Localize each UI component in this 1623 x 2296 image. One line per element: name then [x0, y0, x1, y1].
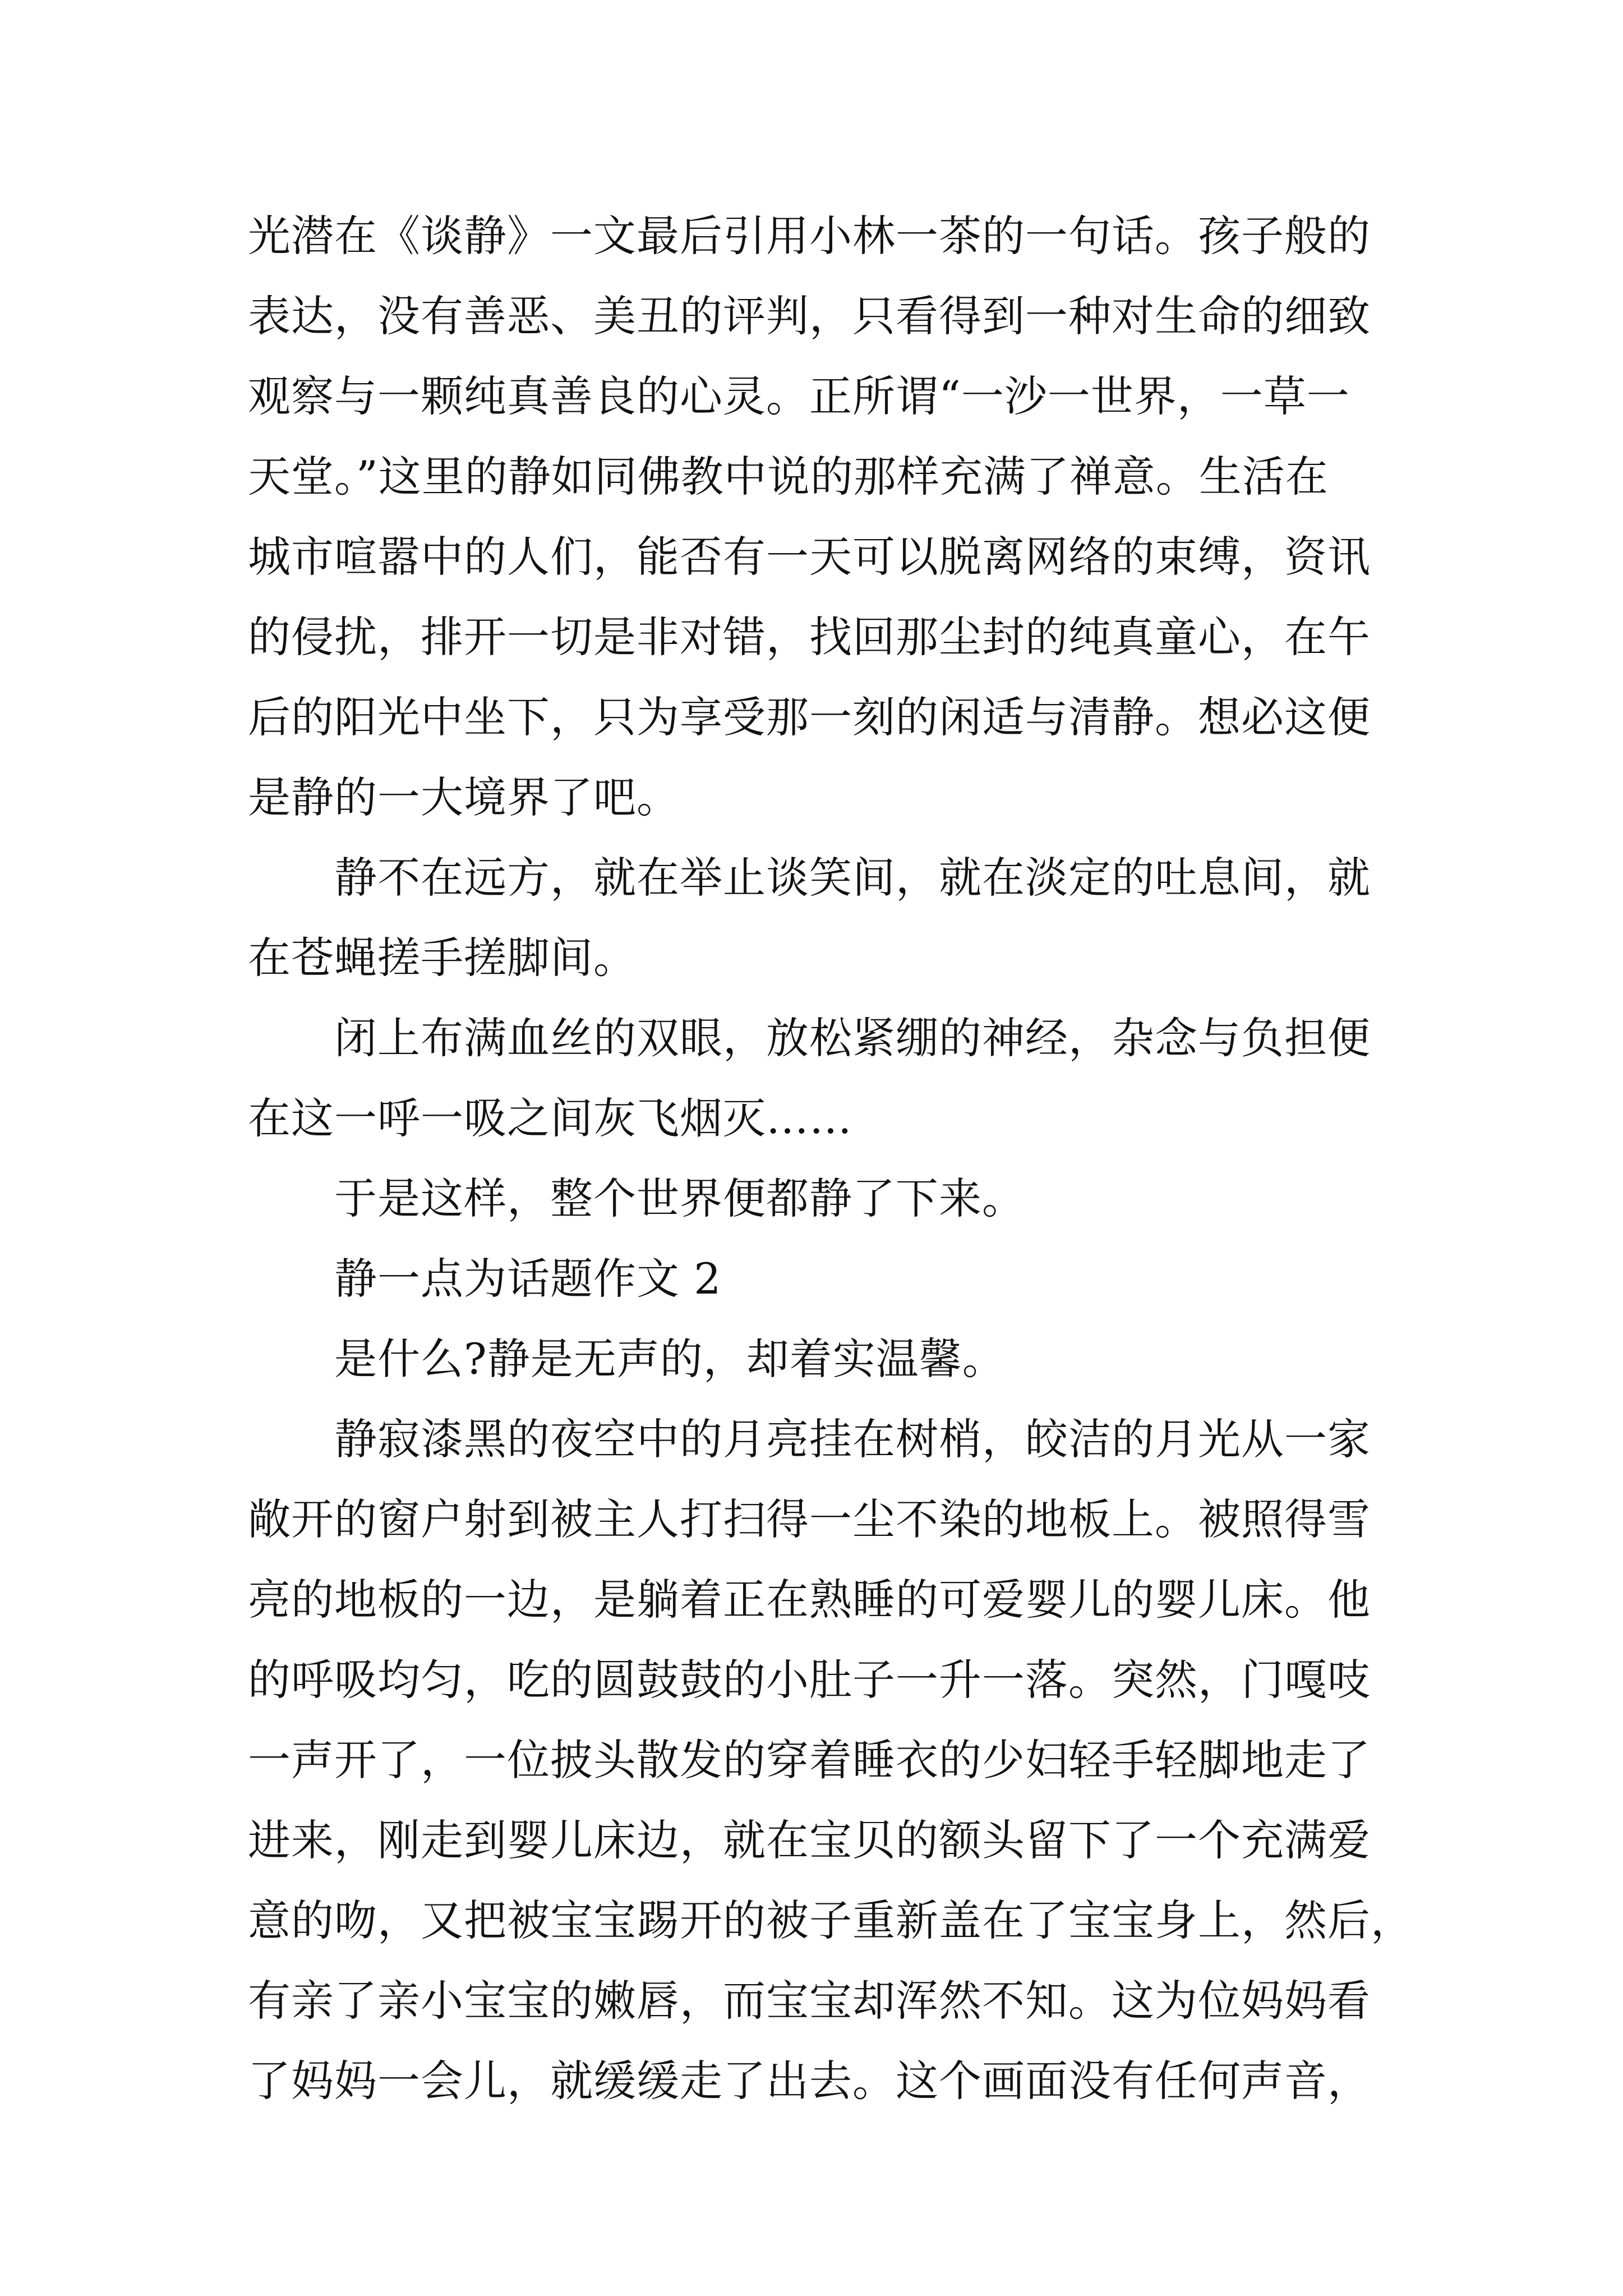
- text-line: 静寂漆黑的夜空中的月亮挂在树梢，皎洁的月光从一家: [334, 1414, 1371, 1464]
- text-line: 表达，没有善恶、美丑的评判，只看得到一种对生命的细致: [248, 291, 1371, 341]
- text-line: 的侵扰，排开一切是非对错，找回那尘封的纯真童心，在午: [248, 612, 1371, 662]
- text-line: 在苍蝇搓手搓脚间。: [248, 933, 637, 983]
- text-line: 于是这样，整个世界便都静了下来。: [334, 1174, 1025, 1223]
- text-line: 意的吻，又把被宝宝踢开的被子重新盖在了宝宝身上，然后，: [248, 1895, 1414, 1945]
- text-line: 亮的地板的一边，是躺着正在熟睡的可爱婴儿的婴儿床。他: [248, 1575, 1371, 1625]
- text-line: 的呼吸均匀，吃的圆鼓鼓的小肚子一升一落。突然，门嘎吱: [248, 1655, 1371, 1705]
- text-line: 城市喧嚣中的人们，能否有一天可以脱离网络的束缚，资讯: [248, 532, 1371, 582]
- text-line: 闭上布满血丝的双眼，放松紧绷的神经，杂念与负担便: [334, 1013, 1371, 1063]
- text-line: 了妈妈一会儿，就缓缓走了出去。这个画面没有任何声音，: [248, 2056, 1371, 2106]
- text-line: 光潜在《谈静》一文最后引用小林一茶的一句话。孩子般的: [248, 211, 1371, 261]
- text-line: 进来，刚走到婴儿床边，就在宝贝的额头留下了一个充满爱: [248, 1815, 1371, 1865]
- text-line: 有亲了亲小宝宝的嫩唇，而宝宝却浑然不知。这为位妈妈看: [248, 1976, 1371, 2026]
- text-line: 静不在远方，就在举止谈笑间，就在淡定的吐息间，就: [334, 853, 1371, 903]
- section-heading: 静一点为话题作文 2: [334, 1254, 722, 1304]
- text-line: 是什么?静是无声的，却着实温馨。: [334, 1334, 1006, 1384]
- text-line: 后的阳光中坐下，只为享受那一刻的闲适与清静。想必这便: [248, 692, 1371, 742]
- text-line: 一声开了，一位披头散发的穿着睡衣的少妇轻手轻脚地走了: [248, 1735, 1371, 1785]
- text-line: 观察与一颗纯真善良的心灵。正所谓“一沙一世界，一草一: [248, 371, 1350, 421]
- text-line: 敞开的窗户射到被主人打扫得一尘不染的地板上。被照得雪: [248, 1494, 1371, 1544]
- text-line: 是静的一大境界了吧。: [248, 772, 680, 822]
- text-line: 天堂。”这里的静如同佛教中说的那样充满了禅意。生活在: [248, 452, 1329, 501]
- text-line: 在这一呼一吸之间灰飞烟灭……: [248, 1093, 852, 1143]
